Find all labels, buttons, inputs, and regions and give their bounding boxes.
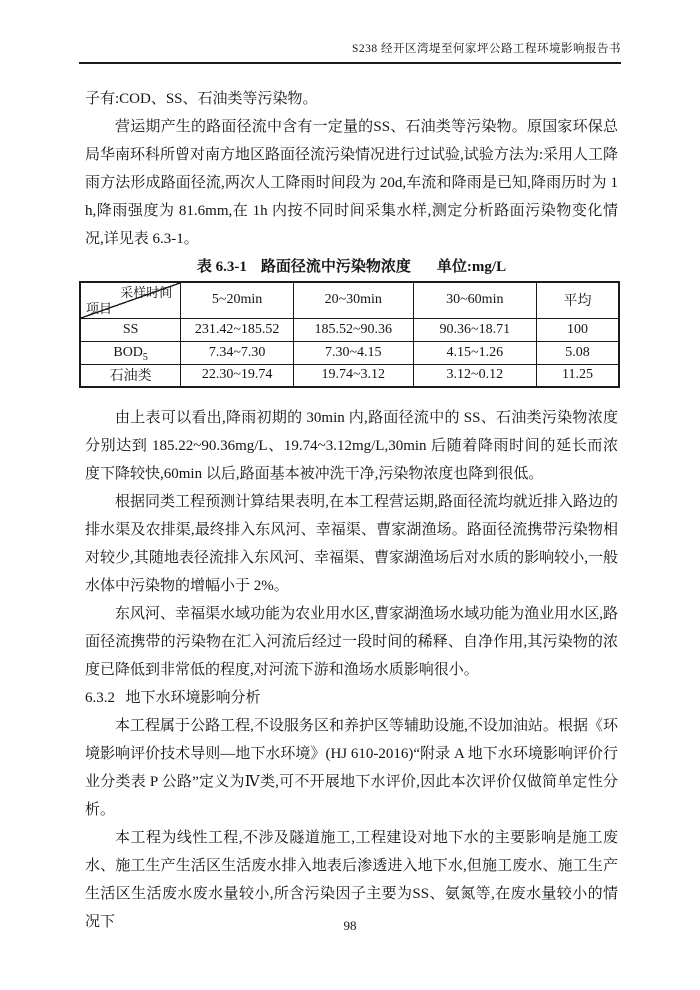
table-caption-unit: 单位:mg/L — [436, 259, 507, 275]
table-cell: 100 — [537, 318, 620, 341]
item-subscript: 5 — [142, 351, 148, 363]
table-corner-cell — [80, 282, 181, 318]
page-body — [85, 85, 618, 936]
table-cell: 11.25 — [537, 364, 620, 387]
table-row-petroleum — [80, 364, 619, 387]
table-caption-label: 表 6.3-1 — [196, 259, 247, 275]
table-row-ss — [80, 318, 619, 341]
table-cell: 7.34~7.30 — [181, 341, 294, 364]
page-header — [79, 0, 621, 64]
paragraph-water-function: 东风河、幸福渠水域功能为农业用水区,曹家湖渔场水域功能为渔业用水区,路面径流携带的污染物在汇入河流后经过一段时间的稀释、自净作用,其污染物的浓度已降低到非常低的程度,对河流下游和渔场水质影响很小。 — [85, 606, 618, 678]
pollutant-concentration-table — [79, 281, 620, 388]
table-cell: 5.08 — [537, 341, 620, 364]
corner-label-sampling-time: 采样时间 — [120, 285, 173, 300]
running-header-title: S238 经开区湾堤至何家坪公路工程环境影响报告书 — [351, 43, 621, 55]
paragraph-groundwater-category: 本工程属于公路工程,不设服务区和养护区等辅助设施,不设加油站。根据《环境影响评价技术导则—地下水环境》(HJ 610-2016)“附录 A 地下水环境影响评价行业分类表 P 公路”定义为Ⅳ类,可不开展地下水评价,因此本次评价仅做简单定性分析。 — [85, 718, 618, 818]
table-cell: 19.74~3.12 — [293, 364, 413, 387]
row-item-label — [80, 341, 181, 364]
table-cell: 7.30~4.15 — [293, 341, 413, 364]
column-header: 5~20min — [181, 282, 294, 318]
section-number: 6.3.2 — [85, 690, 115, 706]
table-cell: 231.42~185.52 — [181, 318, 294, 341]
table-cell: 90.36~18.71 — [413, 318, 536, 341]
item-text: 石油类 — [109, 369, 152, 385]
column-header: 平均 — [537, 282, 620, 318]
paragraph-table-analysis: 由上表可以看出,降雨初期的 30min 内,路面径流中的 SS、石油类污染物浓度分别达到 185.22~90.36mg/L、19.74~3.12mg/L,30min 后随着降雨时间的延长而浓度下降较快,60min 以后,路面基本被冲洗干净,污染物浓度也降到很低。 — [85, 410, 618, 482]
table-header-row — [80, 282, 619, 318]
table-cell: 185.52~90.36 — [293, 318, 413, 341]
table-row-bod5 — [80, 341, 619, 364]
paragraph-runoff-test: 营运期产生的路面径流中含有一定量的SS、石油类等污染物。原国家环保总局华南环科所曾对南方地区路面径流污染情况进行过试验,试验方法为:采用人工降雨方法形成路面径流,两次人工降雨时间段为 20d,车流和降雨是已知,降雨历时为 1h,降雨强度为 81.6mm,在 1h 内按不同时间采集水样,测定分析路面污染物变化情况,详见表 6.3-1。 — [85, 119, 618, 247]
section-title: 地下水环境影响分析 — [125, 690, 261, 706]
table-cell: 22.30~19.74 — [181, 364, 294, 387]
corner-label-item: 项目 — [86, 300, 113, 316]
paragraph-discharge-path: 根据同类工程预测计算结果表明,在本工程营运期,路面径流均就近排入路边的排水渠及农排渠,最终排入东风河、幸福渠、曹家湖渔场。路面径流携带污染物相对较少,其随地表径流排入东风河、幸福渠、曹家湖渔场后对水质的影响较小,一般水体中污染物的增幅小于 2%。 — [85, 494, 618, 594]
row-item-label — [80, 318, 181, 341]
column-header: 20~30min — [293, 282, 413, 318]
item-text: BOD — [113, 344, 143, 360]
paragraph-linear-project: 本工程为线性工程,不涉及隧道施工,工程建设对地下水的主要影响是施工废水、施工生产生活区生活废水排入地表后渗透进入地下水,但施工废水、施工生产生活区生活废水废水量较小,所含污染因子主要为SS、氨氮等,在废水量较小的情况下 — [85, 830, 618, 930]
row-item-label — [80, 364, 181, 387]
table-caption-title: 路面径流中污染物浓度 — [260, 259, 411, 275]
section-heading-6-3-2 — [85, 684, 618, 712]
page-number: 98 — [343, 918, 357, 933]
table-cell: 3.12~0.12 — [413, 364, 536, 387]
column-header: 30~60min — [413, 282, 536, 318]
table-cell: 4.15~1.26 — [413, 341, 536, 364]
table-caption — [85, 253, 618, 281]
item-text: SS — [122, 321, 139, 337]
paragraph-continuation: 子有:COD、SS、石油类等污染物。 — [85, 91, 318, 107]
